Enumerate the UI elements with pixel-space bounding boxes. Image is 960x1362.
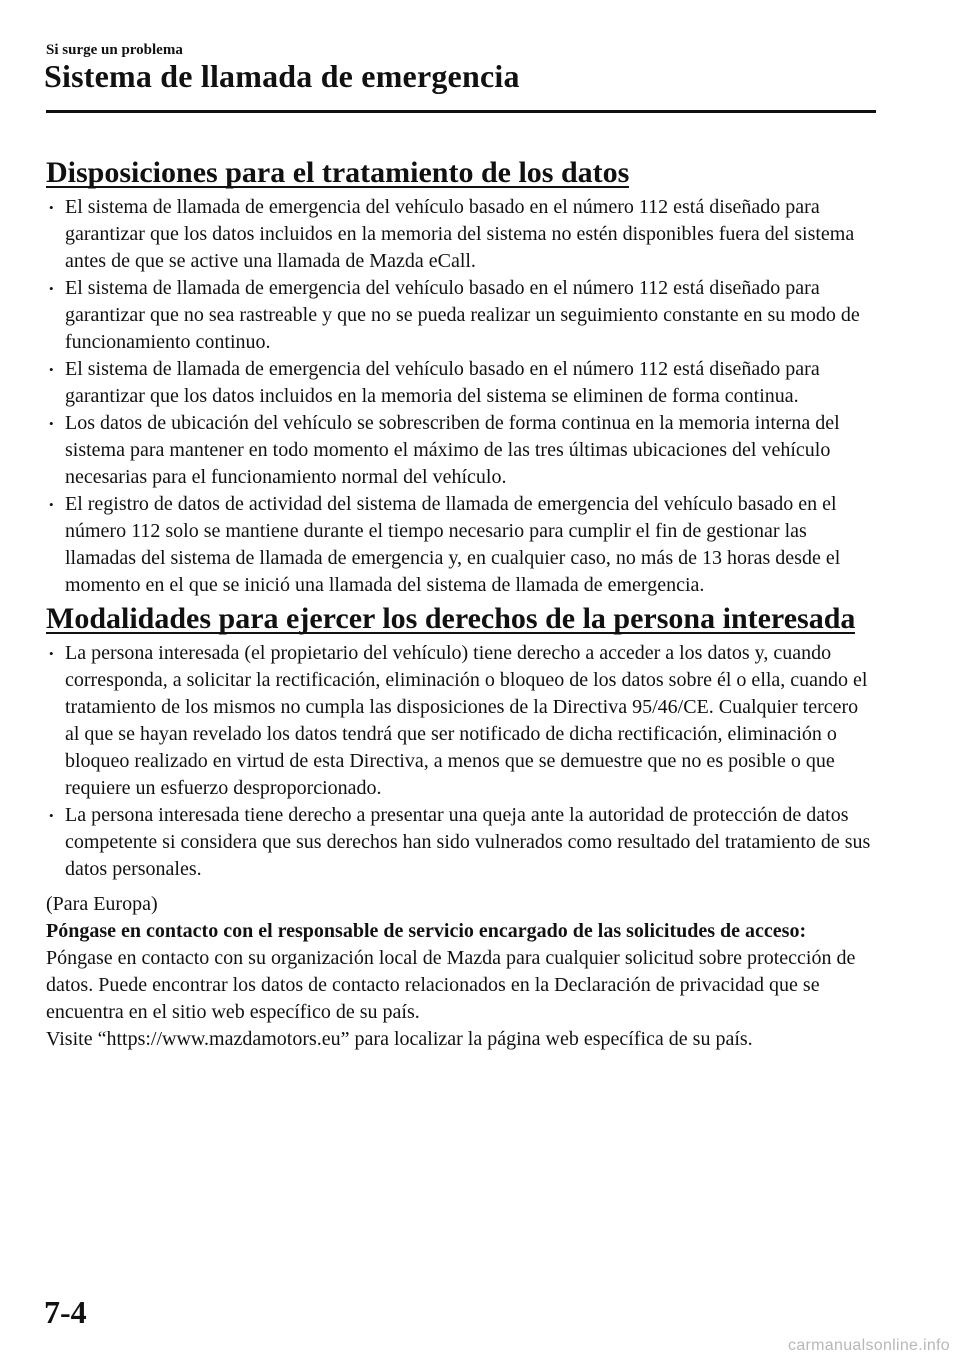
data-processing-section bbox=[46, 156, 876, 599]
page-content bbox=[46, 156, 876, 1053]
bullet-item: • Los datos de ubicación del vehículo se sobrescriben de forma continua en la memoria interna del sistema para mantener en todo momento el máximo de las tres últimas ubicaciones del vehículo necesarias para el funcionamiento normal del vehículo. bbox=[46, 410, 876, 491]
rights-section bbox=[46, 602, 876, 883]
section-heading: Disposiciones para el tratamiento de los datos bbox=[46, 156, 630, 189]
bullet-item: • El sistema de llamada de emergencia del vehículo basado en el número 112 está diseñado para garantizar que los datos incluidos en la memoria del sistema no estén disponibles fuera del sistema antes de que se active una llamada de Mazda eCall. bbox=[46, 194, 876, 275]
watermark: carmanualsonline.info bbox=[788, 1337, 950, 1354]
bullet-item: • La persona interesada tiene derecho a presentar una queja ante la autoridad de protección de datos competente si considera que sus derechos han sido vulnerados como resultado del tratamiento de sus datos personales. bbox=[46, 802, 876, 883]
page-title: Sistema de llamada de emergencia bbox=[44, 58, 520, 94]
page-number: 7-4 bbox=[44, 1294, 87, 1330]
bullet-item: • La persona interesada (el propietario del vehículo) tiene derecho a acceder a los datos y, cuando corresponda, a solicitar la rectificación, eliminación o bloqueo de los datos sobre él o ella, cuando el tratamiento de los mismos no cumpla las disposiciones de la Directiva 95/46/CE. Cualquier tercero al que se hayan revelado los datos tendrá que ser notificado de dicha rectificación, eliminación o bloqueo realizado en virtud de esta Directiva, a menos que se demuestre que no es posible o que requiere un esfuerzo desproporcionado. bbox=[46, 640, 876, 802]
bullet-item: • El sistema de llamada de emergencia del vehículo basado en el número 112 está diseñado para garantizar que no sea rastreable y que no se pueda realizar un seguimiento constante en su modo de funcionamiento continuo. bbox=[46, 275, 876, 356]
section-label: Si surge un problema bbox=[46, 42, 183, 58]
contact-text: Póngase en contacto con su organización local de Mazda para cualquier solicitud sobre protección de datos. Puede encontrar los datos de contacto relacionados en la Declaración de privacidad que se encuentra en el sitio web específico de su país. bbox=[46, 947, 856, 1023]
bullet-item: • El sistema de llamada de emergencia del vehículo basado en el número 112 está diseñado para garantizar que los datos incluidos en la memoria del sistema se eliminen de forma continua. bbox=[46, 356, 876, 410]
visit-text: Visite “https://www.mazdamotors.eu” para localizar la página web específica de su país. bbox=[46, 1028, 753, 1050]
region-note: (Para Europa) bbox=[46, 893, 158, 915]
contact-heading: Póngase en contacto con el responsable de servicio encargado de las solicitudes de acceso: bbox=[46, 920, 807, 942]
section-heading: Modalidades para ejercer los derechos de la persona interesada bbox=[46, 602, 856, 635]
bullet-list bbox=[46, 640, 876, 883]
bullet-item: • El registro de datos de actividad del sistema de llamada de emergencia del vehículo basado en el número 112 solo se mantiene durante el tiempo necesario para cumplir el fin de gestionar las llamadas del sistema de llamada de emergencia y, en cualquier caso, no más de 13 horas desde el momento en el que se inició una llamada del sistema de llamada de emergencia. bbox=[46, 491, 876, 599]
closing-section bbox=[46, 891, 876, 1053]
title-rule bbox=[46, 110, 876, 113]
bullet-list bbox=[46, 194, 876, 599]
